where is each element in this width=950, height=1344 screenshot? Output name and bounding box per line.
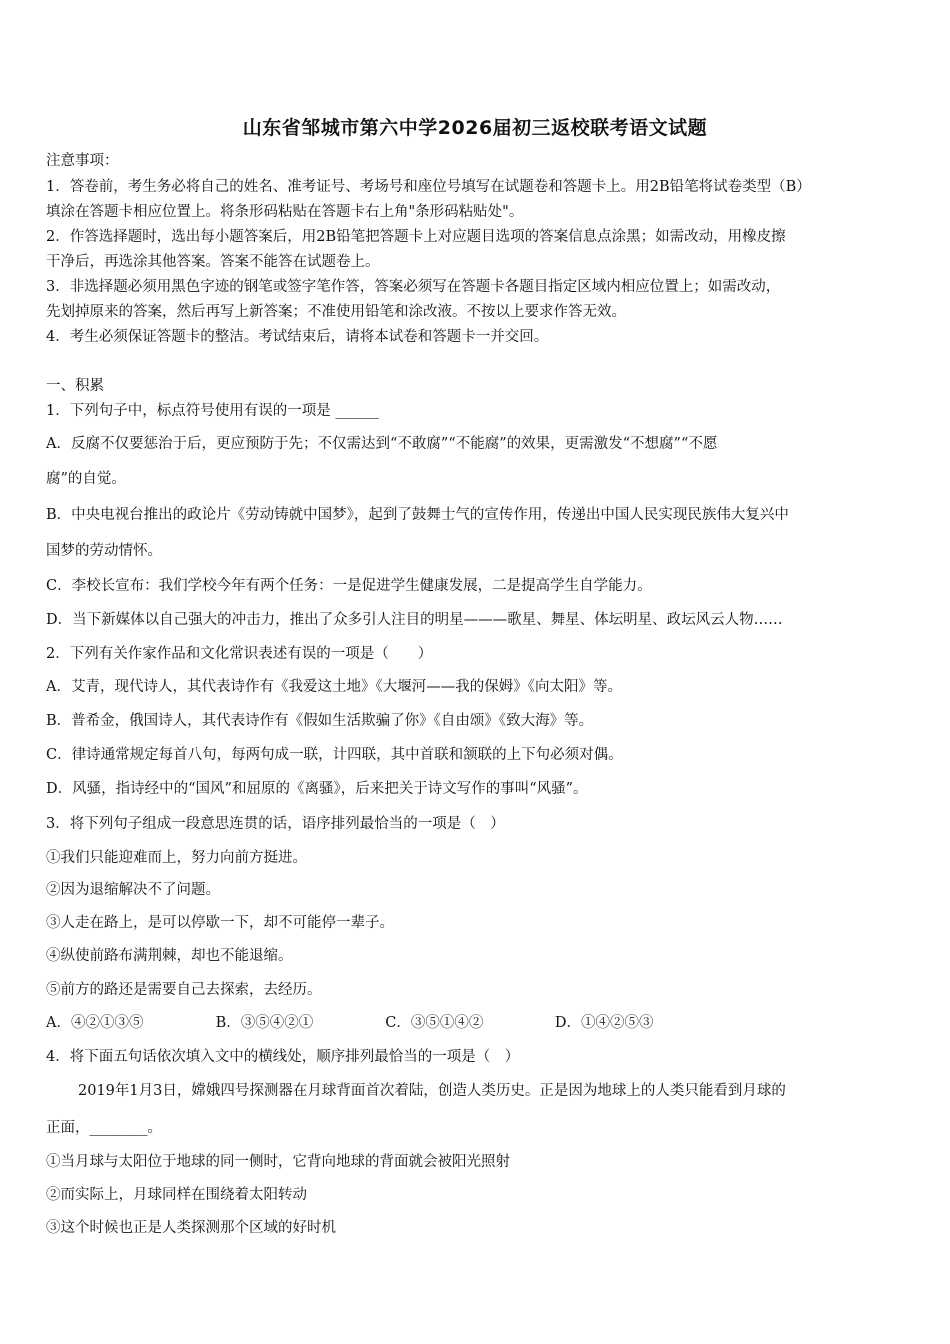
q1-option-a: A．反腐不仅要惩治于后，更应预防于先；不仅需达到“不敢腐”“不能腐”的效果，更需激发“不想腐”“不愿 xyxy=(46,436,718,452)
q3-option-c: C．③⑤①④② xyxy=(385,1015,484,1031)
q2-option-c: C．律诗通常规定每首八句，每两句成一联，计四联，其中首联和颔联的上下句必须对偶。 xyxy=(46,747,623,763)
q3-options xyxy=(46,1013,908,1033)
notice-line: 填涂在答题卡相应位置上。将条形码粘贴在答题卡右上角"条形码粘贴处"。 xyxy=(46,204,524,220)
q4-sentence: ②而实际上，月球同样在围绕着太阳转动 xyxy=(46,1187,307,1203)
q1-option-b: B．中央电视台推出的政论片《劳动铸就中国梦》，起到了鼓舞士气的宣传作用，传递出中国人民实现民族伟大复兴中 xyxy=(46,507,789,523)
notice-heading: 注意事项： xyxy=(46,153,119,169)
q3-sentence: ③人走在路上，是可以停歇一下，却不可能停一辈子。 xyxy=(46,915,394,931)
notice-line: 2．作答选择题时，选出每小题答案后，用2B铅笔把答题卡上对应题目选项的答案信息点涂黑；如需改动，用橡皮擦 xyxy=(46,229,786,245)
q4-passage: 2019年1月3日，嫦娥四号探测器在月球背面首次着陆，创造人类历史。正是因为地球上的人类只能看到月球的 xyxy=(78,1083,786,1099)
question-3-stem: 3．将下列句子组成一段意思连贯的话，语序排列最恰当的一项是（ ） xyxy=(46,816,505,832)
q3-sentence: ⑤前方的路还是需要自己去探索，去经历。 xyxy=(46,982,322,998)
q3-option-a: A．④②①③⑤ xyxy=(46,1015,144,1031)
notice-line: 干净后，再选涂其他答案。答案不能答在试题卷上。 xyxy=(46,254,380,270)
q1-option-d: D．当下新媒体以自己强大的冲击力，推出了众多引人注目的明星———歌星、舞星、体坛明星、政坛风云人物…… xyxy=(46,612,783,628)
q4-sentence: ①当月球与太阳位于地球的同一侧时，它背向地球的背面就会被阳光照射 xyxy=(46,1154,510,1170)
question-1-stem: 1．下列句子中，标点符号使用有误的一项是 ______ xyxy=(46,403,379,419)
q1-option-a-cont: 腐”的自觉。 xyxy=(46,471,126,487)
notice-line: 3．非选择题必须用黑色字迹的钢笔或签字笔作答，答案必须写在答题卡各题目指定区域内相应位置上；如需改动， xyxy=(46,279,781,295)
question-4-stem: 4．将下面五句话依次填入文中的横线处，顺序排列最恰当的一项是（ ） xyxy=(46,1049,520,1065)
q1-option-b-cont: 国梦的劳动情怀。 xyxy=(46,543,162,559)
notice-line: 1．答卷前，考生务必将自己的姓名、准考证号、考场号和座位号填写在试题卷和答题卡上。用2B铅笔将试卷类型（B） xyxy=(46,179,811,195)
q1-option-c: C．李校长宣布：我们学校今年有两个任务：一是促进学生健康发展，二是提高学生自学能力。 xyxy=(46,578,652,594)
q3-sentence: ①我们只能迎难而上，努力向前方挺进。 xyxy=(46,850,307,866)
q4-sentence: ③这个时候也正是人类探测那个区域的好时机 xyxy=(46,1220,336,1236)
notice-line: 先划掉原来的答案，然后再写上新答案；不准使用铅笔和涂改液。不按以上要求作答无效。 xyxy=(46,304,626,320)
q2-option-b: B．普希金，俄国诗人，其代表诗作有《假如生活欺骗了你》《自由颂》《致大海》等。 xyxy=(46,713,594,729)
question-2-stem: 2．下列有关作家作品和文化常识表述有误的一项是（ ） xyxy=(46,646,433,662)
notice-line: 4．考生必须保证答题卡的整洁。考试结束后，请将本试卷和答题卡一并交回。 xyxy=(46,329,549,345)
section-heading: 一、积累 xyxy=(46,378,104,394)
q3-sentence: ④纵使前路布满荆棘，却也不能退缩。 xyxy=(46,948,293,964)
q3-sentence: ②因为退缩解决不了问题。 xyxy=(46,882,220,898)
q3-option-d: D．①④②⑤③ xyxy=(554,1015,654,1031)
page-title: 山东省邹城市第六中学2026届初三返校联考语文试题 xyxy=(242,117,708,139)
q3-option-b: B．③⑤④②① xyxy=(215,1015,314,1031)
q4-passage-cont: 正面，________。 xyxy=(46,1120,162,1136)
q2-option-d: D．风骚，指诗经中的“国风”和屈原的《离骚》，后来把关于诗文写作的事叫“风骚”。 xyxy=(46,781,588,797)
q2-option-a: A．艾青，现代诗人，其代表诗作有《我爱这土地》《大堰河——我的保姆》《向太阳》等。 xyxy=(46,679,622,695)
